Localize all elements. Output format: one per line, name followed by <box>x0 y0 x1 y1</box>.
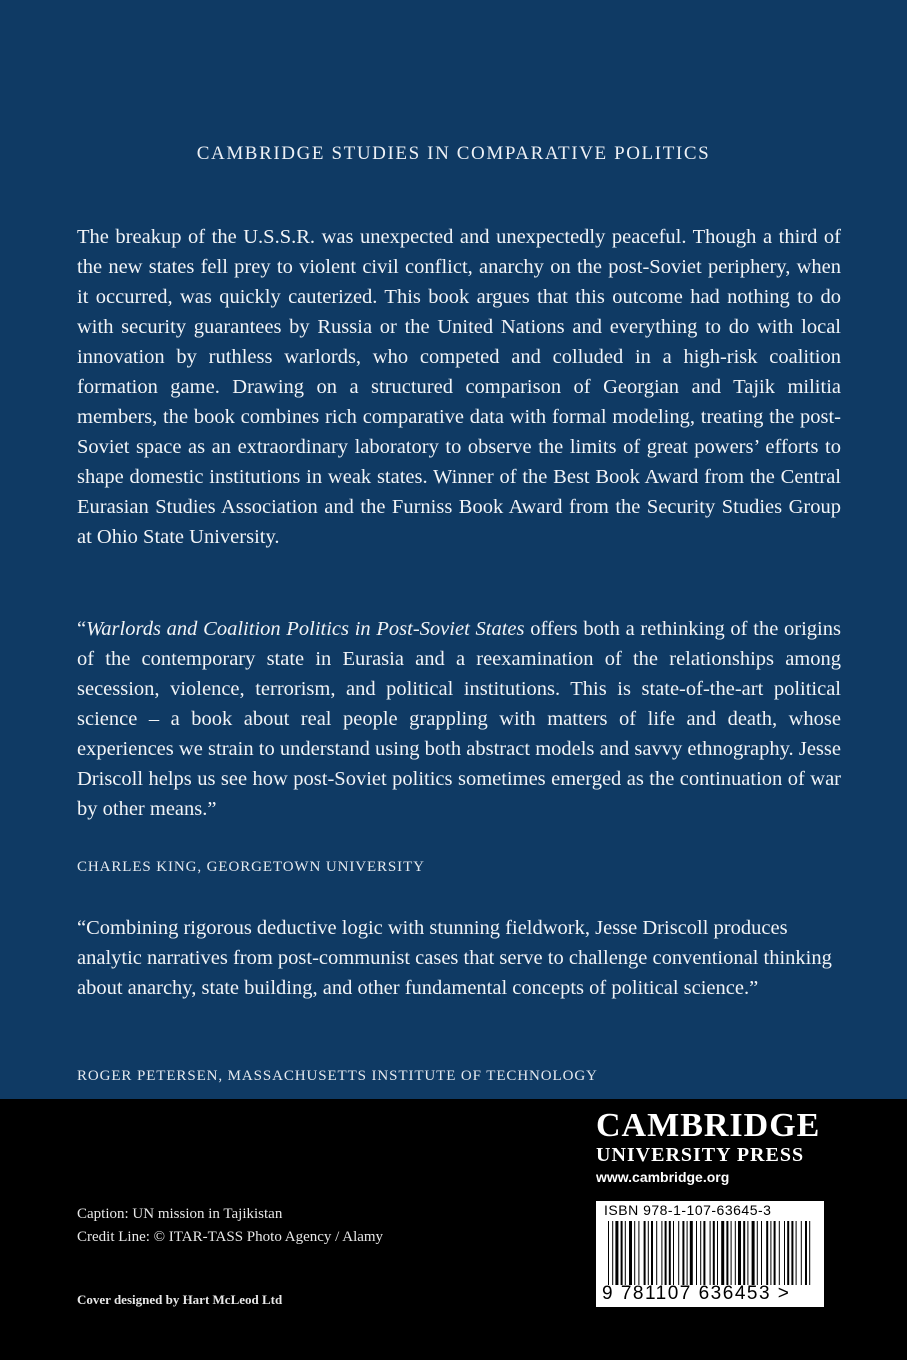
endorsement-2-attribution: ROGER PETERSEN, MASSACHUSETTS INSTITUTE OF TECHNOLOGY <box>77 1068 598 1084</box>
barcode-bar <box>796 1221 797 1285</box>
barcode-bar <box>791 1221 793 1285</box>
book-description: The breakup of the U.S.S.R. was unexpected and unexpectedly peaceful. Though a third of the new states fell prey to violent civil conflict, anarchy on the post-Soviet periphery, when it occurred, was quickly cauterized. This book argues that this outcome had nothing to do with security guarantees by Russia or the United Nations and everything to do with local innovation by ruthless warlords, who competed and colluded in a high-risk coalition formation game. Drawing on a structured comparison of Georgian and Tajik militia members, the book combines rich comparative data with formal modeling, treating the post-Soviet space as an extraordinary laboratory to observe the limits of great powers’ efforts to shape domestic institutions in weak states. Winner of the Best Book Award from the Central Eurasian Studies Association and the Furniss Book Award from the Security Studies Group at Ohio State University. <box>77 226 841 548</box>
barcode-bar <box>809 1221 810 1285</box>
publisher-url: www.cambridge.org <box>596 1169 730 1185</box>
barcode-bar <box>752 1221 755 1285</box>
barcode-bar <box>757 1221 758 1285</box>
footer-band <box>0 1099 907 1360</box>
quote-1-text: offers both a rethinking of the origins of the contemporary state in Eurasia and a reexamination of the relationships among secession, violence, terrorism, and political institutions. This is state-of-the-art political science – a book about real people grappling with matters of life and death, whose experiences we strain to understand using both abstract models and savvy ethnography. Jesse Driscoll helps us see how post-Soviet politics sometimes emerged as the continuation of war by other means.” <box>77 618 841 820</box>
barcode-bar <box>713 1221 715 1285</box>
publisher-name: CAMBRIDGE <box>596 1107 821 1144</box>
barcode-bar <box>687 1221 688 1285</box>
barcode-bar <box>634 1221 635 1285</box>
barcode-bar <box>700 1221 701 1285</box>
endorsement-quote-2: “Combining rigorous deductive logic with stunning fieldwork, Jesse Driscoll produces analytic narratives from post-communist cases that serve to challenge conventional thinking about anarchy, state building, and other fundamental concepts of political science.” <box>77 917 832 999</box>
barcode-bar <box>625 1221 626 1285</box>
barcode-bar <box>710 1221 711 1285</box>
barcode-bar <box>621 1221 623 1285</box>
barcode-bar <box>661 1221 662 1285</box>
barcode-bar <box>669 1221 671 1285</box>
credit-line: Credit Line: © ITAR-TASS Photo Agency / Alamy <box>77 1229 384 1245</box>
endorsement-quote-1 <box>77 614 841 824</box>
barcode-bar <box>696 1221 697 1285</box>
barcode-bar <box>717 1221 718 1285</box>
series-title: CAMBRIDGE STUDIES IN COMPARATIVE POLITICS <box>196 143 711 164</box>
isbn-barcode <box>596 1201 824 1307</box>
barcode-digits: 9 781107 636453 > <box>602 1283 791 1304</box>
barcode-bar <box>787 1221 789 1285</box>
barcode-bar <box>774 1221 776 1285</box>
barcode-bar <box>747 1221 748 1285</box>
barcode-bar <box>735 1221 736 1285</box>
quote-open-mark: “ <box>77 618 87 640</box>
barcode-bar <box>638 1221 639 1285</box>
cover-designer: Cover designed by Hart McLeod Ltd <box>77 1292 283 1307</box>
barcode-bar <box>651 1221 653 1285</box>
barcode-bar <box>726 1221 728 1285</box>
photo-caption <box>77 1203 383 1249</box>
barcode-bar <box>678 1221 679 1285</box>
barcode-bar <box>801 1221 802 1285</box>
barcode-bar <box>656 1221 657 1285</box>
barcode-bar <box>629 1221 632 1285</box>
barcode-bar <box>721 1221 724 1285</box>
book-title-italic: Warlords and Coalition Politics in Post-Soviet States <box>86 618 525 640</box>
barcode-bar <box>766 1221 768 1285</box>
barcode-bar <box>805 1221 807 1285</box>
barcode-bar <box>761 1221 762 1285</box>
barcode-bar <box>784 1221 785 1285</box>
endorsement-1-attribution: CHARLES KING, GEORGETOWN UNIVERSITY <box>77 859 425 875</box>
publisher-logo <box>596 1107 824 1185</box>
barcode-bar <box>743 1221 745 1285</box>
barcode-bar <box>612 1221 613 1285</box>
barcode-bar <box>690 1221 693 1285</box>
publisher-subtitle: UNIVERSITY PRESS <box>596 1144 805 1166</box>
barcode-bar <box>615 1221 618 1285</box>
barcode-bars <box>604 1221 816 1285</box>
barcode-bar <box>682 1221 684 1285</box>
barcode-bar <box>731 1221 732 1285</box>
barcode-bar <box>644 1221 646 1285</box>
caption-line: Caption: UN mission in Tajikistan <box>77 1206 283 1222</box>
isbn-text: ISBN 978-1-107-63645-3 <box>604 1202 772 1218</box>
barcode-bar <box>738 1221 741 1285</box>
barcode-bar <box>648 1221 649 1285</box>
barcode-bar <box>608 1221 609 1285</box>
barcode-bar <box>770 1221 771 1285</box>
barcode-bar <box>779 1221 780 1285</box>
barcode-bar <box>665 1221 667 1285</box>
barcode-bar <box>673 1221 674 1285</box>
barcode-bar <box>703 1221 705 1285</box>
